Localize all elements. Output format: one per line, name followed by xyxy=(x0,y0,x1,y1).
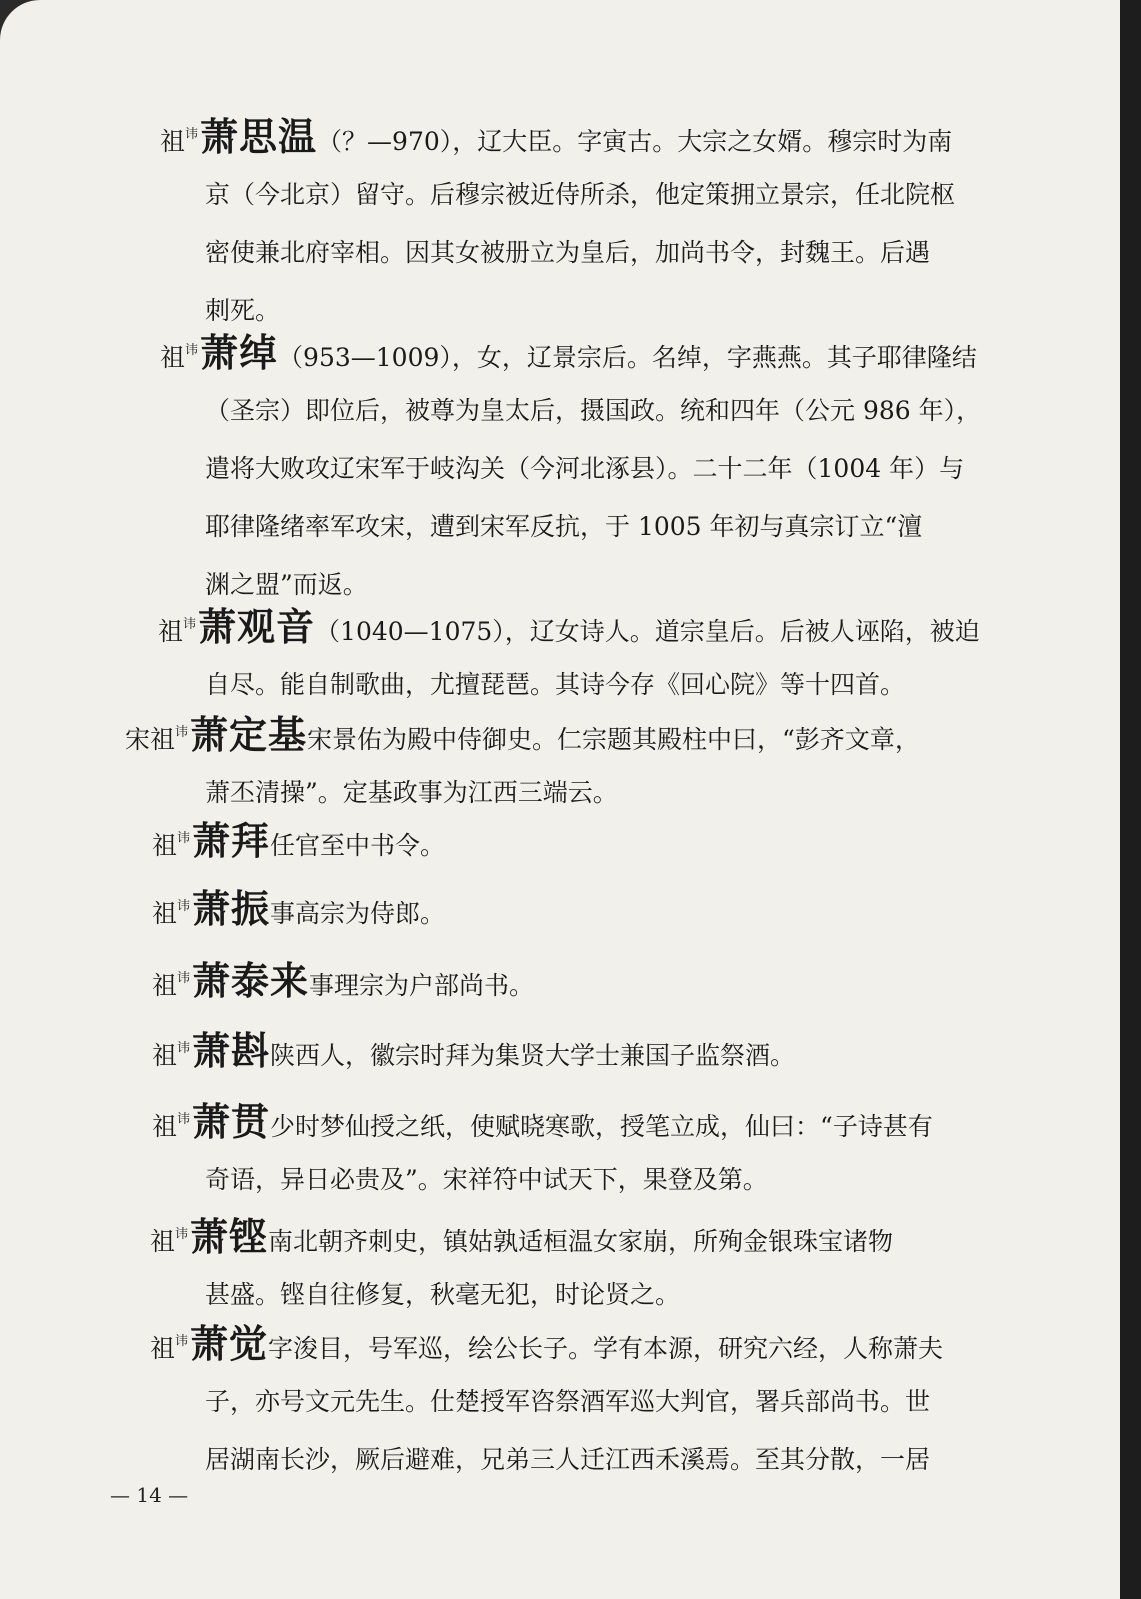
entry-xiao-jue xyxy=(0,1315,1060,1489)
entry-xiao-siwen xyxy=(0,108,1060,340)
entry-name: 萧思温 xyxy=(200,114,318,159)
entry-text-line: 刺死。 xyxy=(205,296,281,325)
entry-text-line: 奇语，异日必贵及”。宋祥符中试天下，果登及第。 xyxy=(205,1165,768,1194)
entry-text-line: 少时梦仙授之纸，使赋晓寒歌，授笔立成，仙曰：“子诗甚有 xyxy=(270,1112,933,1141)
entry-text-line: （1040—1075），辽女诗人。道宗皇后。后被人诬陷，被迫 xyxy=(315,617,980,646)
entry-name: 萧定基 xyxy=(190,712,308,757)
entry-name: 萧斟 xyxy=(192,1028,271,1073)
entry-text-line: （953—1009），女，辽景宗后。名绰，字燕燕。其子耶律隆结 xyxy=(278,343,977,372)
entry-hui: 讳 xyxy=(175,725,189,740)
entry-prefix: 祖 xyxy=(152,971,178,1000)
entry-prefix: 祖 xyxy=(152,831,178,860)
entry-text-line: 事高宗为侍郎。 xyxy=(270,899,446,928)
entry-name: 萧拜 xyxy=(192,818,271,863)
entry-hui: 讳 xyxy=(183,617,197,632)
entry-text-line: 耶律隆绪率军攻宋，遭到宋军反抗，于 1005 年初与真宗订立“澶 xyxy=(205,512,923,541)
entry-text-line: 子，亦号文元先生。仕楚授军咨祭酒军巡大判官，署兵部尚书。世 xyxy=(205,1387,931,1416)
entry-name: 萧观音 xyxy=(198,604,316,649)
entry-name: 萧绰 xyxy=(200,330,279,375)
entry-hui: 讳 xyxy=(175,1334,189,1349)
entry-text-line: 字浚目，号军巡，绘公长子。学有本源，研究六经，人称萧夫 xyxy=(268,1334,944,1363)
entry-text-line: 京（今北京）留守。后穆宗被近侍所杀，他定策拥立景宗，任北院枢 xyxy=(205,180,956,209)
entry-xiao-guanyin xyxy=(0,598,1060,714)
entry-prefix: 祖 xyxy=(152,1112,178,1141)
entry-text-line: 居湖南长沙，厥后避难，兄弟三人迁江西禾溪焉。至其分散，一居 xyxy=(205,1445,931,1474)
entry-text-line: 陕西人，徽宗时拜为集贤大学士兼国子监祭酒。 xyxy=(270,1041,796,1070)
entry-hui: 讳 xyxy=(177,971,191,986)
entry-text-line: 南北朝齐刺史，镇姑孰适桓温女家崩，所殉金银珠宝诸物 xyxy=(268,1227,894,1256)
entry-prefix: 祖 xyxy=(150,1334,176,1363)
entry-hui: 讳 xyxy=(177,1041,191,1056)
entry-prefix: 祖 xyxy=(152,899,178,928)
entry-xiao-zhen xyxy=(0,880,1060,938)
entry-name: 萧铿 xyxy=(190,1214,269,1259)
entry-xiao-zhen2 xyxy=(0,1022,1060,1080)
entry-text-line: 甚盛。铿自往修复，秋毫无犯，时论贤之。 xyxy=(205,1280,681,1309)
entry-xiao-dingji xyxy=(0,706,1060,822)
entry-hui: 讳 xyxy=(175,1227,189,1242)
entry-name: 萧泰来 xyxy=(192,958,310,1003)
entry-xiao-keng xyxy=(0,1208,1060,1324)
entry-xiao-chuo xyxy=(0,324,1060,614)
entry-text-line: 渊之盟”而返。 xyxy=(205,570,368,599)
entry-xiao-guan xyxy=(0,1093,1060,1209)
entry-name: 萧贯 xyxy=(192,1099,271,1144)
entry-prefix: 祖 xyxy=(150,1227,176,1256)
entry-prefix: 宋祖 xyxy=(125,725,176,754)
entry-hui: 讳 xyxy=(177,831,191,846)
entry-text-line: （？—970），辽大臣。字寅古。大宗之女婿。穆宗时为南 xyxy=(317,127,953,156)
entry-prefix: 祖 xyxy=(160,343,186,372)
entry-hui: 讳 xyxy=(177,899,191,914)
entry-text-line: 事理宗为户部尚书。 xyxy=(309,971,535,1000)
entry-text-line: 萧丕清操”。定基政事为江西三端云。 xyxy=(205,778,618,807)
entry-xiao-bai xyxy=(0,812,1060,870)
entry-hui: 讳 xyxy=(185,343,199,358)
entry-prefix: 祖 xyxy=(158,617,184,646)
entry-name: 萧振 xyxy=(192,886,271,931)
entry-hui: 讳 xyxy=(185,127,199,142)
entry-text-line: 遣将大败攻辽宋军于岐沟关（今河北涿县）。二十二年（1004 年）与 xyxy=(205,454,965,483)
entry-text-line: 任官至中书令。 xyxy=(270,831,446,860)
entry-text-line: 自尽。能自制歌曲，尤擅琵琶。其诗今存《回心院》等十四首。 xyxy=(205,670,906,699)
entry-text-line: （圣宗）即位后，被尊为皇太后，摄国政。统和四年（公元 986 年）， xyxy=(205,396,982,425)
entry-xiao-tailai xyxy=(0,952,1060,1010)
entry-hui: 讳 xyxy=(177,1112,191,1127)
entry-text-line: 密使兼北府宰相。因其女被册立为皇后，加尚书令，封魏王。后遇 xyxy=(205,238,931,267)
page-number: — 14 — xyxy=(110,1483,189,1507)
entry-name: 萧觉 xyxy=(190,1321,269,1366)
entry-text-line: 宋景佑为殿中侍御史。仁宗题其殿柱中曰，“彭齐文章， xyxy=(307,725,920,754)
entry-prefix: 祖 xyxy=(152,1041,178,1070)
scan-edge xyxy=(1120,0,1141,1599)
entry-prefix: 祖 xyxy=(160,127,186,156)
